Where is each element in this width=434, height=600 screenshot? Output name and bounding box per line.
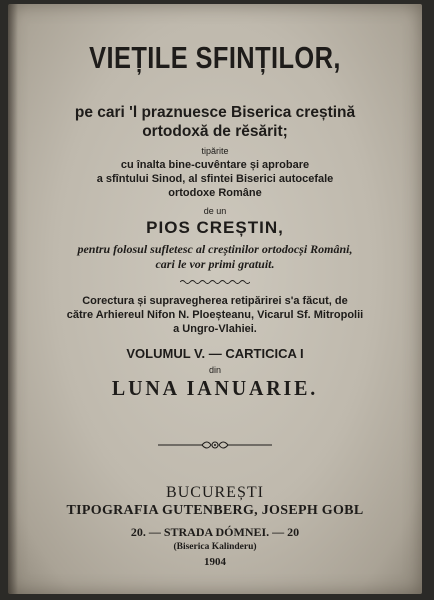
approval-line-2: a sfîntului Sinod, al sfintei Biserici autocefale: [96, 173, 334, 185]
address-note: (Biserica Kalinderu): [173, 542, 257, 552]
subtitle-line-1: pe cari 'l praznuesce Biserica creștină: [74, 104, 356, 121]
month-heading: LUNA IANUARIE.: [111, 376, 319, 400]
by-label: de un: [203, 206, 227, 216]
correction-line-3: a Ungro-Vlahiei.: [173, 323, 257, 335]
purpose-line-2: cari le vor primi gratuit.: [155, 257, 275, 271]
approval-line-3: ortodoxe Române: [168, 187, 262, 199]
correction-line-1: Corectura și supravegherea retipărirei s'a făcut, de: [82, 295, 348, 307]
volume-heading: VOLUMUL V. — CARTICICA I: [126, 346, 304, 361]
ornament-divider: [158, 439, 272, 451]
press-address: 20. — STRADA DÓMNEI. — 20: [130, 525, 300, 539]
book-title: VIEȚILE SFINȚILOR,: [89, 40, 341, 75]
publication-city: BUCUREȘTI: [166, 484, 264, 501]
book-title-page: [8, 4, 422, 594]
purpose-line-1: pentru folosul sufletesc al creștinilor ortodocși Români,: [77, 242, 353, 256]
approval-line-1: cu înalta bine-cuvêntare și aprobare: [120, 159, 310, 171]
from-label: din: [208, 365, 221, 375]
author-name: PIOS CREȘTIN,: [146, 218, 284, 237]
correction-line-2: către Arhiereul Nifon N. Ploeșteanu, Vicarul Sf. Mitropolii: [66, 309, 364, 321]
printed-label: tipărite: [201, 146, 229, 156]
subtitle-line-2: ortodoxă de rĕsărit;: [142, 123, 288, 140]
wavy-rule-divider: [180, 279, 250, 285]
publication-year: 1904: [204, 556, 226, 568]
printing-press: TIPOGRAFIA GUTENBERG, JOSEPH GOBL: [66, 503, 364, 518]
